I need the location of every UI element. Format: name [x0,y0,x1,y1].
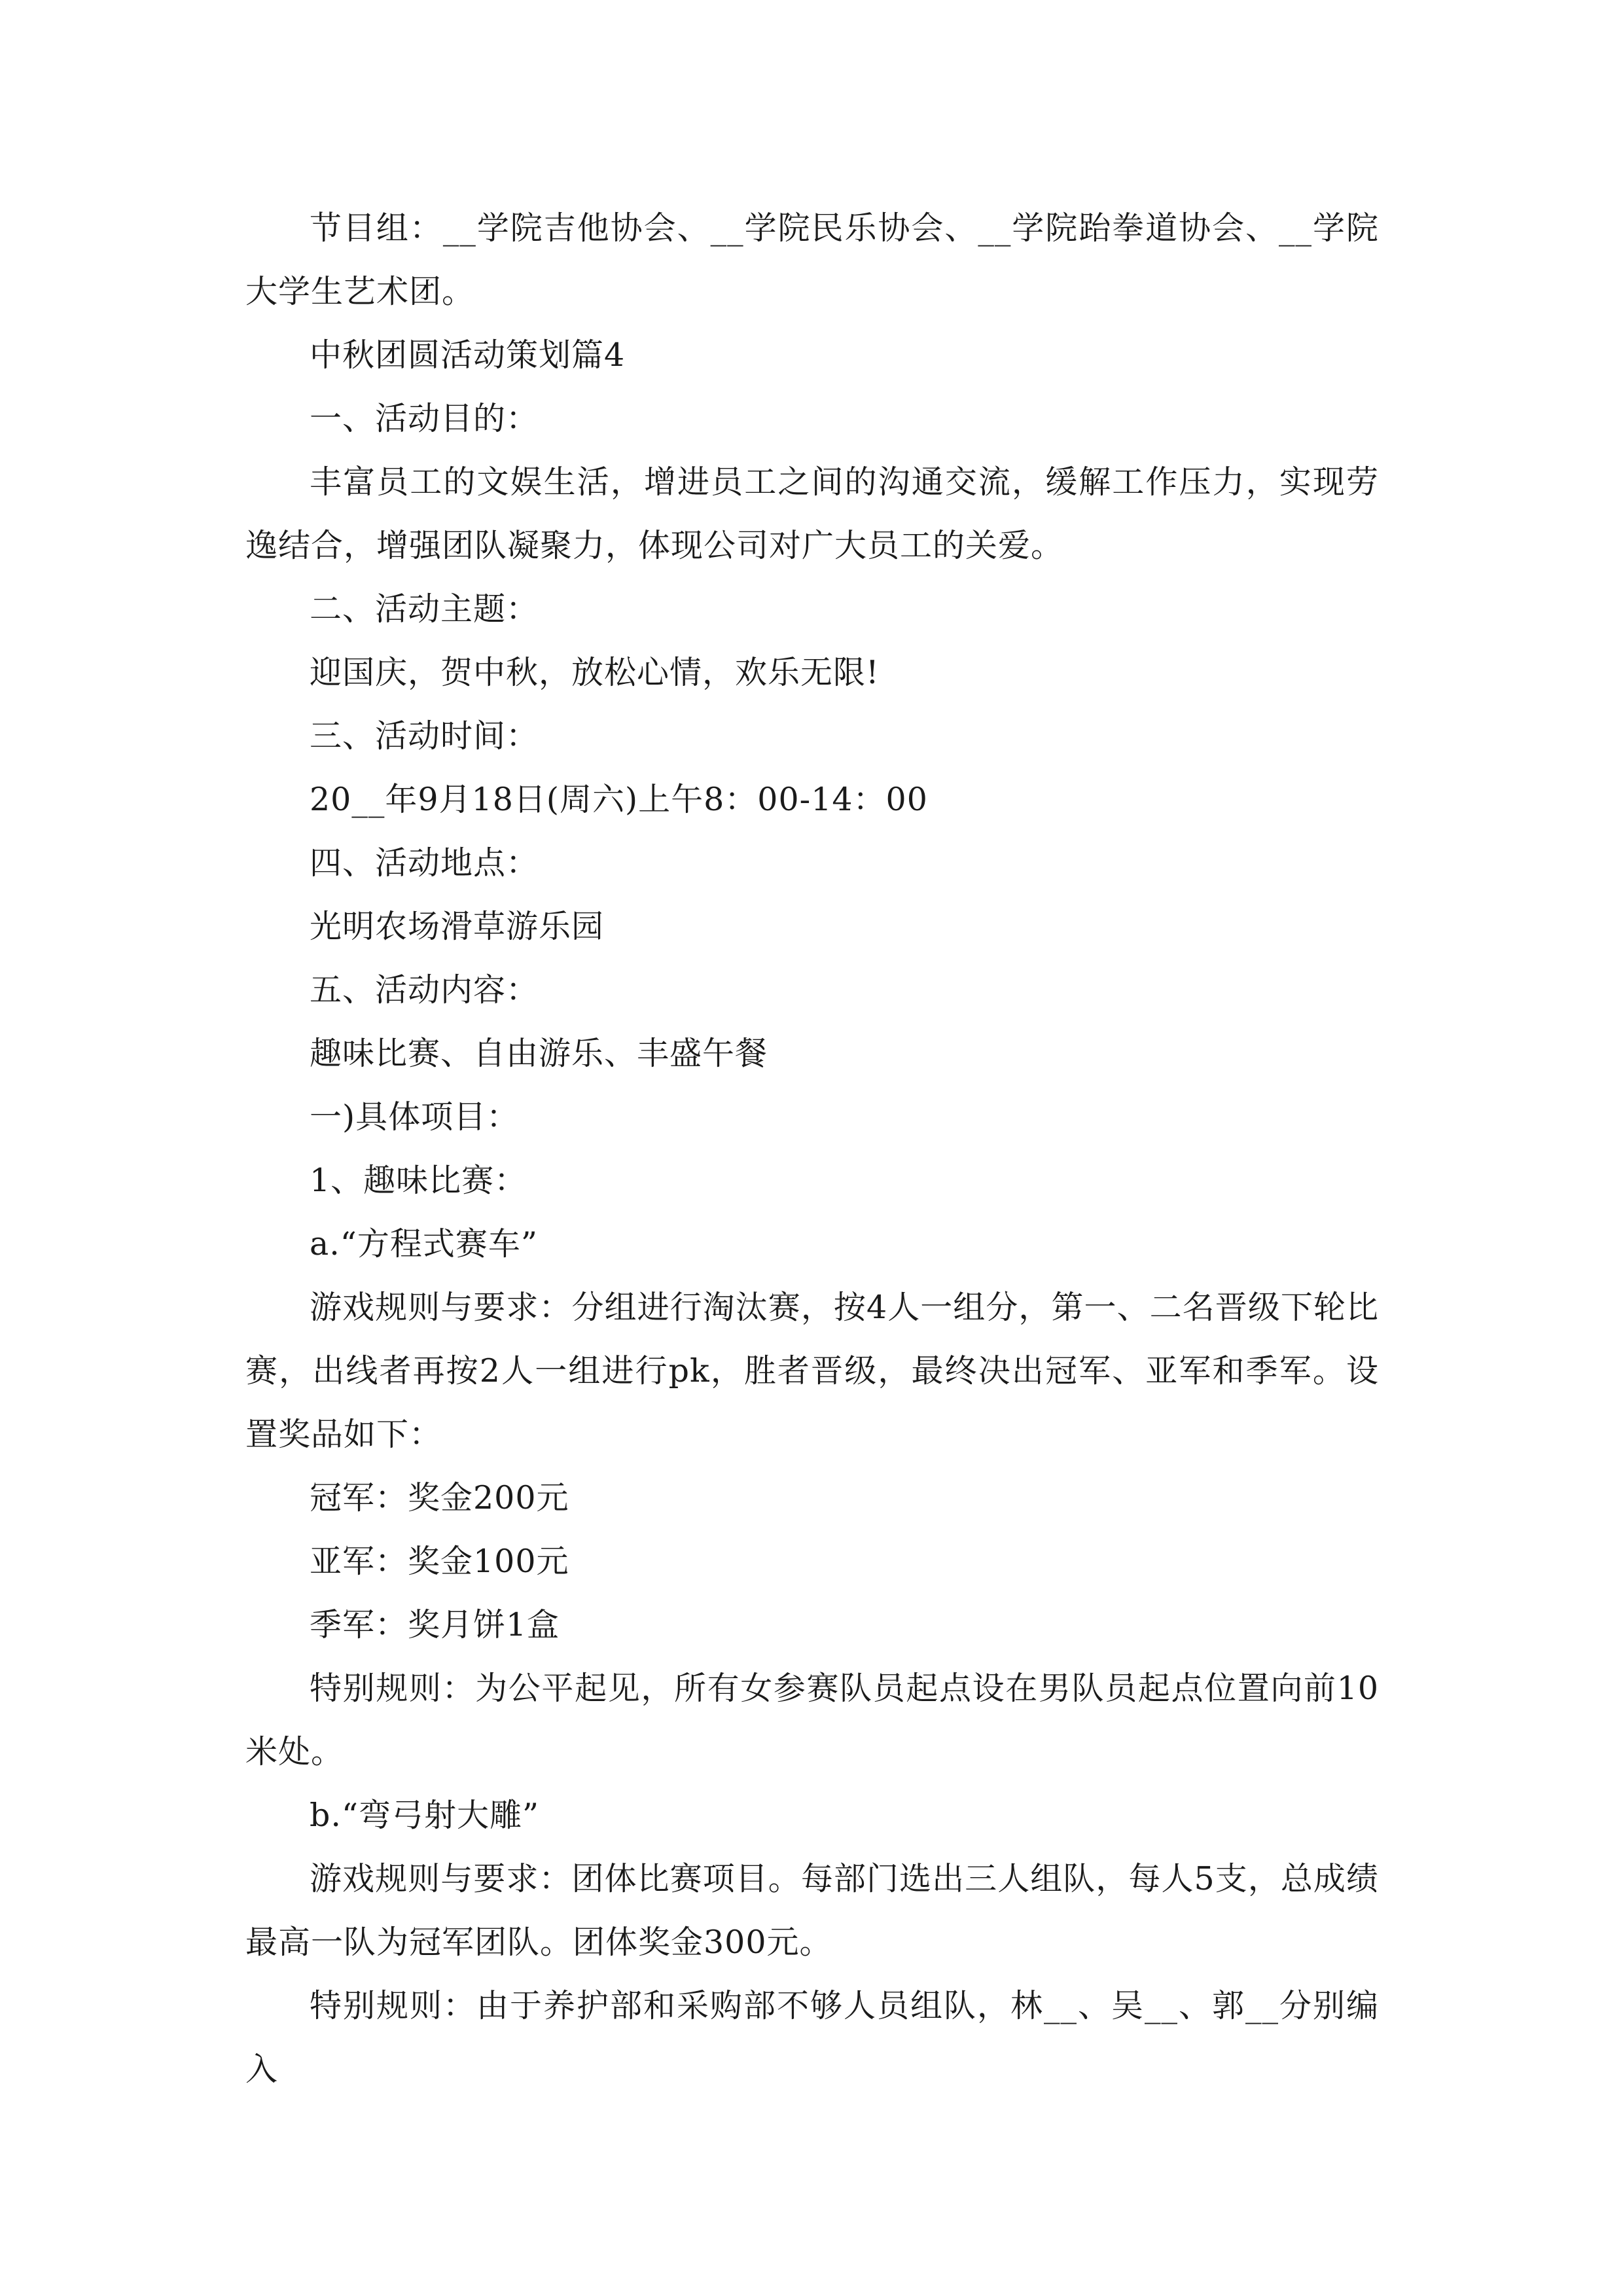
item-b-rules: 游戏规则与要求：团体比赛项目。每部门选出三人组队，每人5支，总成绩最高一队为冠军团队。团体奖金300元。 [245,1860,1379,1961]
document-body [245,196,1379,2101]
paragraph-theme: 迎国庆，贺中秋，放松心情，欢乐无限! [310,654,880,691]
heading-time: 三、活动时间： [310,717,539,755]
heading-theme: 二、活动主题： [310,590,539,628]
heading-content: 五、活动内容： [310,971,539,1009]
section-heading-plan-4: 中秋团圆活动策划篇4 [310,336,626,374]
paragraph-program-group: 节目组：__学院吉他协会、__学院民乐协会、__学院跆拳道协会、__学院大学生艺术团。 [245,209,1379,310]
item-a-special-rule: 特别规则：为公平起见，所有女参赛队员起点设在男队员起点位置向前10米处。 [245,1670,1379,1770]
heading-fun-contest: 1、趣味比赛： [310,1162,527,1199]
paragraph-time: 20__年9月18日(周六)上午8：00-14：00 [310,781,928,818]
item-a-title: a.“方程式赛车” [310,1225,538,1263]
item-b-special-rule: 特别规则：由于养护部和采购部不够人员组队，林__、吴__、郭__分别编入 [245,1987,1379,2088]
prize-champion: 冠军：奖金200元 [310,1479,569,1516]
prize-third: 季军：奖月饼1盒 [310,1606,560,1643]
paragraph-location: 光明农场滑草游乐园 [310,908,605,945]
item-a-rules: 游戏规则与要求：分组进行淘汰赛，按4人一组分，第一、二名晋级下轮比赛，出线者再按2人一组进行pk，胜者晋级，最终决出冠军、亚军和季军。设置奖品如下： [245,1289,1379,1453]
paragraph-purpose: 丰富员工的文娱生活，增进员工之间的沟通交流，缓解工作压力，实现劳逸结合，增强团队凝聚力，体现公司对广大员工的关爱。 [245,463,1379,564]
heading-items: 一)具体项目： [310,1098,520,1136]
item-b-title: b.“弯弓射大雕” [310,1797,540,1834]
prize-runner-up: 亚军：奖金100元 [310,1543,569,1580]
heading-location: 四、活动地点： [310,844,539,882]
paragraph-content: 趣味比赛、自由游乐、丰盛午餐 [310,1035,768,1072]
heading-purpose: 一、活动目的： [310,400,539,437]
